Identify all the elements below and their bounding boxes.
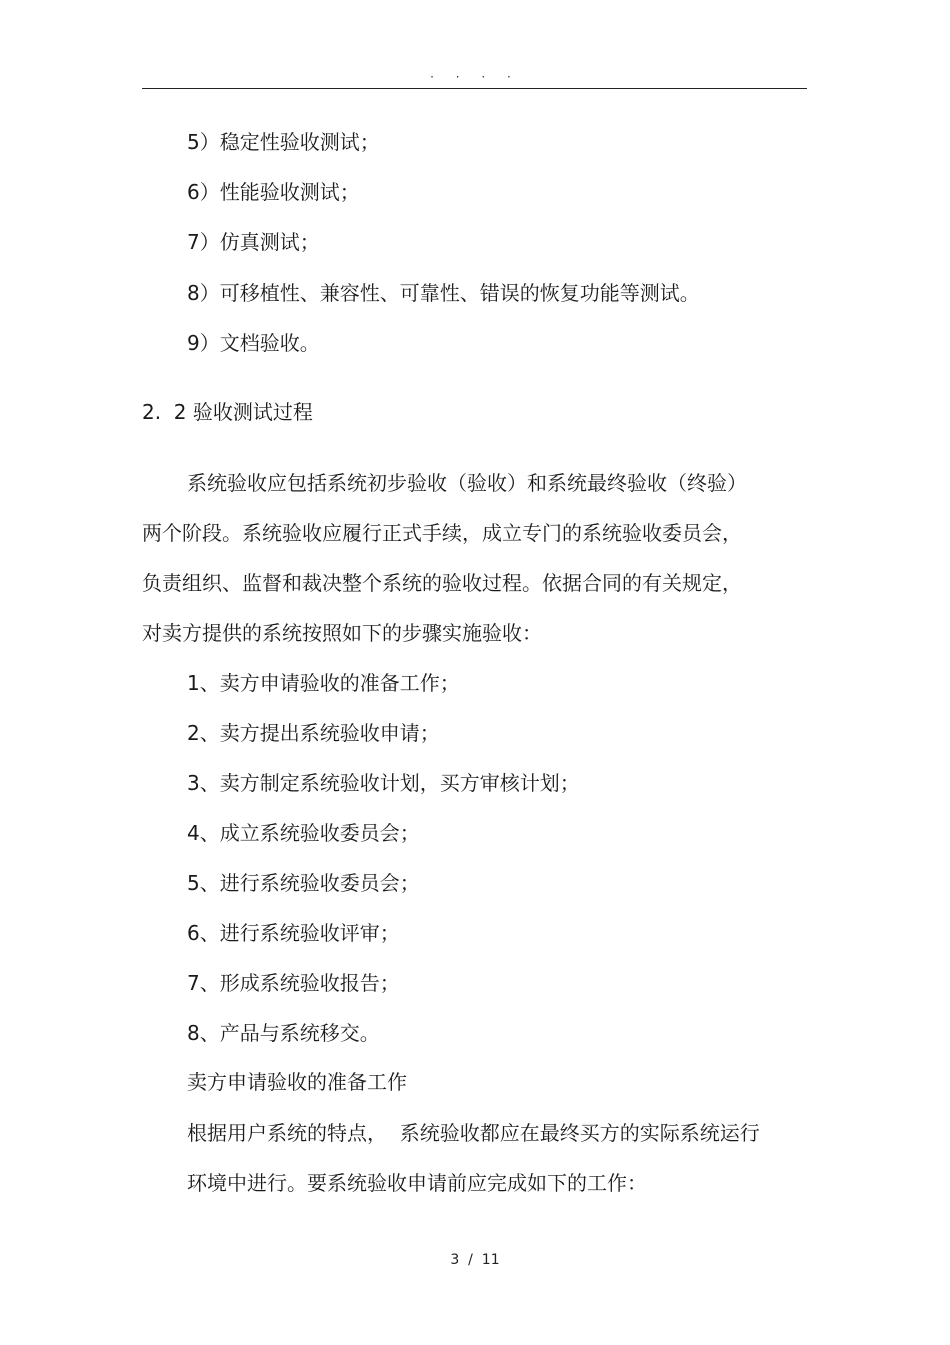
header-rule: [142, 88, 807, 89]
page-number: 3 / 11: [450, 1252, 500, 1268]
paragraph-line: 两个阶段。系统验收应履行正式手续，成立专门的系统验收委员会，: [142, 521, 742, 545]
list-item: 5、进行系统验收委员会；: [187, 871, 420, 895]
subsection-title: 卖方申请验收的准备工作: [187, 1070, 407, 1094]
list-item: 7、形成系统验收报告；: [187, 971, 400, 995]
list-item: 7）仿真测试；: [187, 230, 320, 254]
page-header-dots: · · · ·: [430, 70, 520, 84]
list-item: 3、卖方制定系统验收计划，买方审核计划；: [187, 771, 580, 795]
list-item: 8、产品与系统移交。: [187, 1021, 380, 1045]
list-item: 6）性能验收测试；: [187, 180, 360, 204]
paragraph-line: 对卖方提供的系统按照如下的步骤实施验收：: [142, 621, 542, 645]
list-item: 8）可移植性、兼容性、可靠性、错误的恢复功能等测试。: [187, 281, 700, 305]
paragraph-line: 根据用户系统的特点， 系统验收都应在最终买方的实际系统运行: [187, 1121, 760, 1145]
list-item: 4、成立系统验收委员会；: [187, 821, 420, 845]
list-item: 9）文档验收。: [187, 331, 320, 355]
paragraph-line: 系统验收应包括系统初步验收（验收）和系统最终验收（终验）: [187, 471, 747, 495]
list-item: 6、进行系统验收评审；: [187, 921, 400, 945]
paragraph-line: 负责组织、监督和裁决整个系统的验收过程。依据合同的有关规定，: [142, 571, 742, 595]
list-item: 5）稳定性验收测试；: [187, 130, 380, 154]
list-item: 2、卖方提出系统验收申请；: [187, 721, 440, 745]
list-item: 1、卖方申请验收的准备工作；: [187, 671, 460, 695]
paragraph-line: 环境中进行。要系统验收申请前应完成如下的工作：: [187, 1171, 647, 1195]
section-heading: 2. 2 验收测试过程: [142, 400, 313, 424]
